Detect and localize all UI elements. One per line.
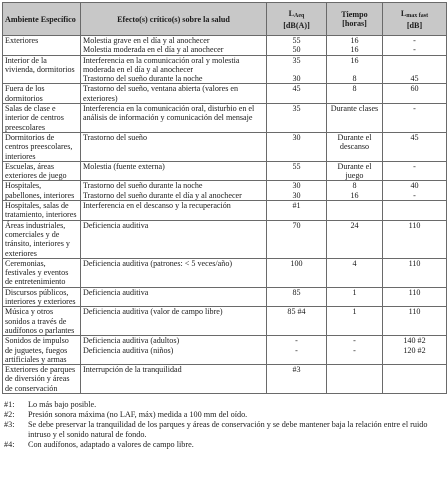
lmax-cell-line: 110 <box>408 258 421 268</box>
laeq-cell-line: 100 <box>290 258 303 268</box>
laeq-cell-line: - <box>295 336 298 346</box>
effect-cell <box>81 104 267 133</box>
laeq-cell-line: 35 <box>292 104 301 114</box>
time-cell-line: Durante clases <box>330 104 379 114</box>
effect-cell-line: Deficiencia auditiva (valor de campo libre) <box>83 307 223 317</box>
effect-cell-line: Interferencia en la comunicación oral, disturbio en el análisis de información y comunicación del mensaje <box>83 104 255 123</box>
effect-cell-line: Deficiencia auditiva <box>83 220 149 230</box>
effect-cell-line: Interferencia en la comunicación oral y molestia moderada en el día y al anochecer <box>83 55 240 74</box>
environment-cell: Exteriores <box>3 36 81 56</box>
laeq-cell-line: - <box>295 345 298 355</box>
lmax-cell <box>383 104 447 133</box>
table-row <box>3 84 447 104</box>
footnote-text: Con audífonos, adaptado a valores de campo libre. <box>28 439 194 449</box>
time-cell <box>327 336 383 365</box>
environment-cell: Áreas industriales, comerciales y de tránsito, interiores y exteriores <box>3 220 81 258</box>
lmax-cell <box>383 55 447 84</box>
time-cell <box>327 287 383 307</box>
lmax-cell <box>383 307 447 336</box>
time-cell <box>327 181 383 201</box>
lmax-cell-line: 110 <box>408 307 421 317</box>
effect-cell <box>81 201 267 221</box>
header-critical-effect: Efecto(s) crítico(s) sobre la salud <box>81 3 267 36</box>
lmax-cell-line: 110 <box>408 287 421 297</box>
effect-cell <box>81 55 267 84</box>
laeq-cell <box>267 181 327 201</box>
footnote-marker: #3: <box>4 419 15 429</box>
lmax-cell-line: 140 #2 <box>403 336 426 346</box>
effect-cell-line: Trastorno del sueño durante la noche <box>83 181 203 191</box>
environment-cell: Música y otros sonidos a través de audífonos o parlantes <box>3 307 81 336</box>
table-row <box>3 104 447 133</box>
time-cell-line: 16 <box>350 190 359 200</box>
lmax-cell-line <box>385 65 444 74</box>
lmax-cell-line: - <box>413 104 416 114</box>
laeq-cell <box>267 161 327 181</box>
footnote-marker: #4: <box>4 439 15 449</box>
time-cell <box>327 104 383 133</box>
environment-cell: Exteriores de parques de diversión y áreas de conservación <box>3 365 81 394</box>
laeq-unit: [dB(A)] <box>283 20 310 30</box>
lmax-cell-line: 45 <box>410 74 419 84</box>
time-cell <box>327 220 383 258</box>
table-row <box>3 307 447 336</box>
table-row <box>3 287 447 307</box>
lmax-cell-line: - <box>413 36 416 45</box>
time-cell-line: 8 <box>352 84 357 94</box>
time-cell-line <box>329 201 380 210</box>
effect-cell <box>81 181 267 201</box>
time-cell <box>327 55 383 84</box>
lmax-cell-line: 40 <box>410 181 419 191</box>
lmax-cell-line: - <box>413 190 416 200</box>
effect-cell <box>81 161 267 181</box>
laeq-cell <box>267 258 327 287</box>
environment-cell: Hospitales, pabellones, interiores <box>3 181 81 201</box>
laeq-cell-line: 30 <box>292 132 301 142</box>
header-laeq <box>267 3 327 36</box>
time-cell-line: 16 <box>350 55 359 65</box>
effect-cell <box>81 307 267 336</box>
effect-cell-line: Trastorno del sueño, ventana abierta (valores en exteriores) <box>83 84 239 103</box>
environment-cell: Sonidos de impulso de juguetes, fuegos artificiales y armas <box>3 336 81 365</box>
time-cell-line: - <box>353 345 356 355</box>
lmax-cell-line <box>385 56 444 65</box>
effect-cell-line: Trastorno del sueño durante el día y al anochecer <box>83 190 242 200</box>
table-row <box>3 258 447 287</box>
footnote-text: Se debe preservar la tranquilidad de los parques y áreas de conservación y se debe mantener baja la relación entre el ruido intruso y el sonido natural de fondo. <box>28 419 428 439</box>
footnote <box>2 410 446 420</box>
footnote-marker: #1: <box>4 399 15 409</box>
lmax-cell <box>383 201 447 221</box>
laeq-cell-line: 85 #4 <box>287 307 306 317</box>
laeq-cell-line: 45 <box>292 84 301 94</box>
header-time: Tiempo [horas] <box>327 3 383 36</box>
footnote-marker: #2: <box>4 409 15 419</box>
time-cell-line: 24 <box>350 220 359 230</box>
laeq-cell <box>267 365 327 394</box>
time-cell <box>327 132 383 161</box>
lmax-cell <box>383 336 447 365</box>
table-body <box>3 36 447 394</box>
footnote <box>2 400 446 410</box>
time-cell-line: 1 <box>352 307 357 317</box>
lmax-cell-line: - <box>413 161 416 171</box>
lmax-cell-line: 60 <box>410 84 419 94</box>
effect-cell-line: Deficiencia auditiva (adultos) <box>83 336 180 346</box>
effect-cell <box>81 336 267 365</box>
environment-cell: Hospitales, salas de tratamiento, interiores <box>3 201 81 221</box>
lmax-cell <box>383 36 447 56</box>
table-row <box>3 201 447 221</box>
lmax-cell-line <box>385 201 444 210</box>
effect-cell <box>81 84 267 104</box>
time-cell <box>327 84 383 104</box>
time-cell-line: Durante el descanso <box>337 132 372 152</box>
time-cell <box>327 201 383 221</box>
time-cell-line <box>329 365 380 374</box>
footnote-text: Lo más bajo posible. <box>28 399 97 409</box>
effect-cell-line: Molestia moderada en el día y al anochecer <box>83 45 224 55</box>
table-row <box>3 36 447 56</box>
environment-cell: Escuelas, áreas exteriores de juego <box>3 161 81 181</box>
lmax-cell-line: 110 <box>408 220 421 230</box>
time-cell-line <box>329 65 380 74</box>
table-row <box>3 55 447 84</box>
laeq-cell-line: 30 <box>292 181 301 191</box>
environment-cell: Ceremonias, festivales y eventos de entretenimiento <box>3 258 81 287</box>
effect-cell <box>81 220 267 258</box>
laeq-cell <box>267 36 327 56</box>
laeq-cell-line: 85 <box>292 287 301 297</box>
effect-cell <box>81 132 267 161</box>
effect-cell <box>81 365 267 394</box>
effect-cell <box>81 258 267 287</box>
time-cell-line: 8 <box>352 74 357 84</box>
lmax-cell <box>383 365 447 394</box>
environment-cell: Fuera de los dormitorios <box>3 84 81 104</box>
header-environment: Ambiente Específico <box>3 3 81 36</box>
laeq-cell <box>267 307 327 336</box>
laeq-cell <box>267 220 327 258</box>
time-cell-line: 16 <box>350 36 359 45</box>
environment-cell: Salas de clase e interior de centros preescolares <box>3 104 81 133</box>
environment-cell: Discursos públicos, interiores y exteriores <box>3 287 81 307</box>
laeq-cell-line: 30 <box>292 74 301 84</box>
footnote-text: Presión sonora máxima (no LAF, máx) medida a 100 mm del oído. <box>28 409 248 419</box>
effect-cell-line: Trastorno del sueño <box>83 132 147 142</box>
lmax-cell-line: - <box>413 45 416 55</box>
table-row <box>3 336 447 365</box>
lmax-symbol: L <box>400 8 407 18</box>
laeq-cell-line: #3 <box>292 365 301 375</box>
laeq-cell-line: 30 <box>292 190 301 200</box>
laeq-cell-line: #1 <box>292 201 301 211</box>
laeq-cell <box>267 132 327 161</box>
lmax-cell <box>383 287 447 307</box>
lmax-cell-line: 45 <box>410 132 419 142</box>
laeq-cell-line: 35 <box>292 55 301 65</box>
table-row <box>3 161 447 181</box>
laeq-cell <box>267 201 327 221</box>
table-row <box>3 132 447 161</box>
footnote <box>2 420 446 440</box>
time-cell <box>327 365 383 394</box>
footnotes <box>2 400 446 450</box>
noise-guidelines-table <box>2 2 447 394</box>
time-cell-line: 4 <box>352 258 357 268</box>
laeq-cell <box>267 84 327 104</box>
laeq-subscript: Aeq <box>294 12 305 19</box>
time-cell-line: 1 <box>352 287 357 297</box>
laeq-cell-line <box>269 65 324 74</box>
time-cell-line: 16 <box>350 45 359 55</box>
effect-cell-line: Deficiencia auditiva <box>83 287 149 297</box>
header-lmax <box>383 3 447 36</box>
lmax-cell <box>383 132 447 161</box>
footnote <box>2 440 446 450</box>
time-cell <box>327 307 383 336</box>
laeq-cell-line: 55 <box>292 161 301 171</box>
time-cell-line: 8 <box>352 181 357 191</box>
effect-cell <box>81 36 267 56</box>
laeq-cell-line: 70 <box>292 220 301 230</box>
lmax-cell-line <box>385 365 444 374</box>
effect-cell-line: Deficiencia auditiva (niños) <box>83 345 174 355</box>
environment-cell: Interior de la vivienda, dormitorios <box>3 55 81 84</box>
lmax-unit: [dB] <box>406 20 423 30</box>
effect-cell-line: Molestia (fuente externa) <box>83 161 165 171</box>
lmax-cell <box>383 84 447 104</box>
lmax-subscript: max fast <box>406 12 429 19</box>
time-cell <box>327 36 383 56</box>
time-cell <box>327 161 383 181</box>
table-row <box>3 181 447 201</box>
time-cell <box>327 258 383 287</box>
environment-cell: Dormitorios de centros preescolares, interiores <box>3 132 81 161</box>
lmax-cell <box>383 161 447 181</box>
laeq-cell-line: 50 <box>292 45 301 55</box>
laeq-cell <box>267 104 327 133</box>
lmax-cell <box>383 181 447 201</box>
lmax-cell <box>383 258 447 287</box>
table-row <box>3 365 447 394</box>
time-cell-line: - <box>353 336 356 346</box>
effect-cell <box>81 287 267 307</box>
laeq-cell <box>267 336 327 365</box>
header-row <box>3 3 447 36</box>
laeq-cell-line: 55 <box>292 36 301 45</box>
lmax-cell <box>383 220 447 258</box>
laeq-symbol: L <box>288 8 295 18</box>
laeq-cell <box>267 287 327 307</box>
time-cell-line: Durante el juego <box>337 161 372 181</box>
effect-cell-line: Deficiencia auditiva (patrones: < 5 veces/año) <box>83 258 233 268</box>
laeq-cell <box>267 55 327 84</box>
effect-cell-line: Interrupción de la tranquilidad <box>83 365 182 375</box>
effect-cell-line: Interferencia en el descanso y la recuperación <box>83 201 231 211</box>
effect-cell-line: Trastorno del sueño durante la noche <box>83 74 203 84</box>
lmax-cell-line: 120 #2 <box>403 345 426 355</box>
effect-cell-line: Molestia grave en el día y al anochecer <box>83 36 210 45</box>
table-row <box>3 220 447 258</box>
